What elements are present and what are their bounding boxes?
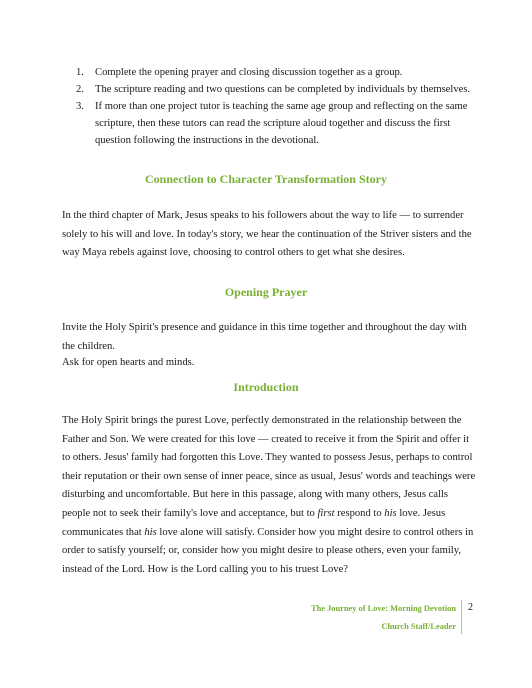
introduction-heading: Introduction [233,380,299,394]
intro-text: love alone will satisfy. Consider how you might desire to control others in order to satisfy yourself; or, consider how you might desire to please others, even your family, instead of the Lord. How is the Lord calling you to his truest Love? [62,526,474,575]
list-item-text: Complete the opening prayer and closing discussion together as a group. [95,67,403,78]
list-item [62,81,472,98]
intro-emphasis: his [144,526,157,538]
page-number: 2 [468,602,473,613]
list-item-text: If more than one project tutor is teaching the same age group and reflecting on the same scripture, then these tutors can read the scripture aloud together and discuss the first question following the instructions in the devotional. [95,101,468,146]
connection-heading: Connection to Character Transformation Story [145,172,387,186]
intro-emphasis: first [317,507,335,519]
list-number: 2. [76,84,84,95]
list-number: 3. [76,101,84,112]
list-item [62,98,472,149]
connection-paragraph: In the third chapter of Mark, Jesus speaks to his followers about the way to life — to surrender solely to his will and love. In today's story, we hear the continuation of the Striver sisters and the way Maya rebels against love, choosing to control others to get what she desires. [62,210,472,259]
footer-title: The Journey of Love: Morning Devotion [311,604,456,613]
list-item-text: The scripture reading and two questions can be completed by individuals by themselves. [95,84,471,95]
opening-prayer-heading: Opening Prayer [224,285,308,299]
list-item [62,64,472,81]
intro-text: respond to [334,507,385,519]
page-footer [311,600,456,636]
opening-prayer-paragraph: Invite the Holy Spirit's presence and guidance in this time together and throughout the day with the children. [62,322,467,352]
instruction-list [62,64,472,149]
footer-subtitle: Church Staff/Leader [381,622,456,631]
list-number: 1. [76,67,84,78]
intro-text: love. Jesus communicates that [62,507,446,538]
opening-prayer-paragraph-2: Ask for open hearts and minds. [62,357,195,368]
footer-divider [461,600,462,634]
intro-emphasis: his [384,507,397,519]
introduction-paragraph [62,412,476,579]
intro-text: The Holy Spirit brings the purest Love, perfectly demonstrated in the relationship between the Father and Son. We were created for this love — created to receive it from the Spirit and offer it to others. Jesus' family had forgotten this Love. They wanted to possess Jesus, perhaps to control their reputation or their own sense of inner peace, since as usual, Jesus' words and teachings were disturbing and uncomfortable. But here in this passage, along with many others, Jesus calls people not to seek their family's love and acceptance, but to [62,415,476,519]
